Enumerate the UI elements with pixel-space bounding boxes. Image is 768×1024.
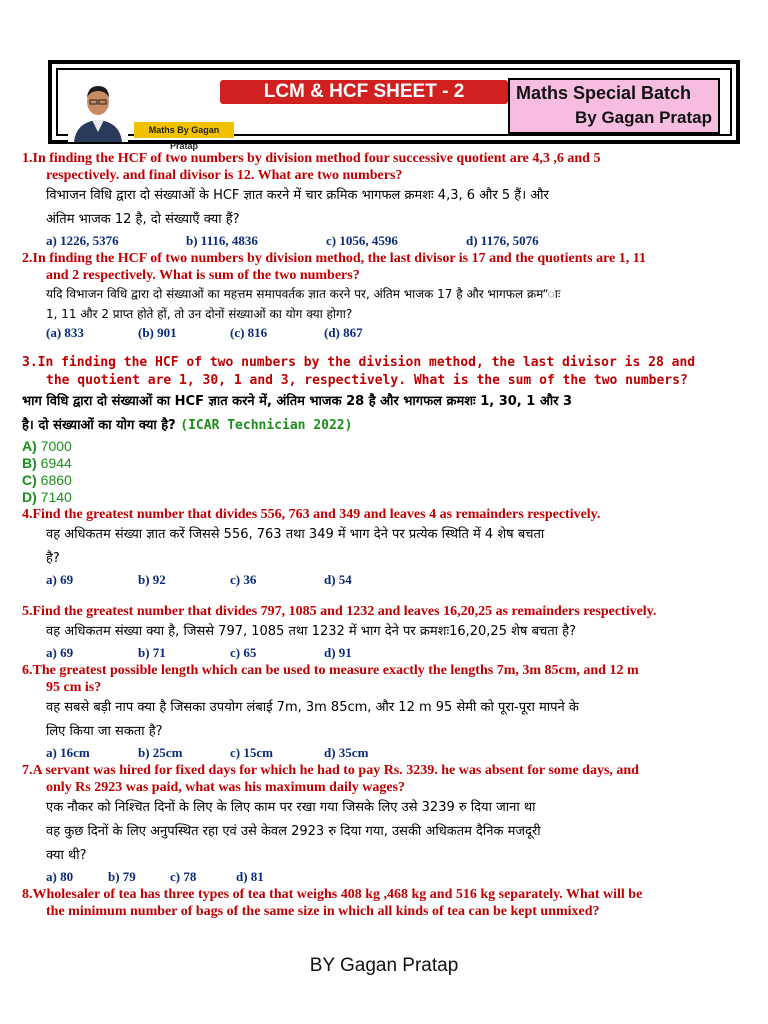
option: d) 81	[236, 869, 264, 884]
option: a) 69	[46, 572, 74, 587]
q3-english-line2: the quotient are 1, 30, 1 and 3, respectively. What is the sum of the two numbers?	[46, 373, 688, 388]
option: c) 65	[230, 645, 257, 660]
q2-hindi-line2: 1, 11 और 2 प्राप्त होते हों, तो उन दोनों संख्याओं का योग क्या होगा?	[46, 307, 353, 321]
question-list	[22, 150, 742, 920]
q8-english-line2: the minimum number of bags of the same size in which all kinds of tea can be kept unmixed?	[46, 904, 600, 919]
batch-title: Maths Special Batch	[516, 83, 692, 103]
q3-english-line1: 3.In finding the HCF of two numbers by the division method, the last divisor is 28 and	[22, 355, 696, 370]
q2-english-line2: and 2 respectively. What is sum of the two numbers?	[46, 268, 360, 283]
option: b) 1116, 4836	[186, 233, 258, 248]
q6-hindi-line2: लिए किया जा सकता है?	[46, 724, 163, 739]
q2-english-line1: 2.In finding the HCF of two numbers by division method, the last divisor is 17 and the quotients are 1, 11	[22, 251, 646, 266]
q6-options	[22, 744, 742, 762]
option: c) 15cm	[230, 745, 273, 760]
q3-hindi-text: है। दो संख्याओं का योग क्या है?	[22, 418, 176, 433]
option	[22, 489, 742, 506]
option: d) 54	[324, 572, 352, 587]
author-tag: Maths By Gagan Pratap	[134, 122, 234, 138]
option: d) 91	[324, 645, 352, 660]
q1-english-line1: 1.In finding the HCF of two numbers by division method four successive quotient are 4,3 ,6 and 5	[22, 151, 601, 166]
question-8	[22, 886, 742, 920]
option	[22, 438, 742, 455]
option-letter: C)	[22, 472, 37, 488]
q1-options	[22, 232, 742, 250]
q1-hindi-line2: अंतिम भाजक 12 है, दो संख्याएँ क्या हैं?	[46, 212, 240, 227]
q5-english-line1: 5.Find the greatest number that divides 797, 1085 and 1232 and leaves 16,20,25 as remainders respectively.	[22, 604, 657, 619]
option: c) 1056, 4596	[326, 233, 398, 248]
option: d) 35cm	[324, 745, 369, 760]
option-value: 7000	[40, 438, 72, 454]
header-inner-border	[56, 68, 732, 151]
option: a) 80	[46, 869, 74, 884]
option-value: 7140	[40, 489, 72, 505]
page-footer: BY Gagan Pratap	[309, 955, 459, 976]
question-4	[22, 506, 742, 589]
option: b) 25cm	[138, 745, 183, 760]
q6-english-line2: 95 cm is?	[46, 680, 102, 695]
author-photo	[68, 76, 128, 142]
option: (c) 816	[230, 325, 268, 340]
q4-hindi-line2: है?	[46, 551, 60, 566]
option: d) 1176, 5076	[466, 233, 539, 248]
q3-exam-tag: (ICAR Technician 2022)	[180, 418, 353, 433]
option	[22, 455, 742, 472]
q3-options	[22, 438, 742, 506]
q7-hindi-line2: वह कुछ दिनों के लिए अनुपस्थित रहा एवं उसे केवल 2923 रु दिया गया, उसकी अधिकतम दैनिक मजदूरी	[46, 824, 541, 839]
q4-english-line1: 4.Find the greatest number that divides 556, 763 and 349 and leaves 4 as remainders respectively.	[22, 507, 601, 522]
q5-hindi-line1: वह अधिकतम संख्या क्या है, जिससे 797, 1085 तथा 1232 में भाग देने पर क्रमशः16,20,25 शेष बचता है?	[46, 624, 576, 639]
q7-options	[22, 868, 742, 886]
q2-options	[22, 324, 742, 342]
question-5	[22, 603, 742, 662]
q1-english-line2: respectively. and final divisor is 12. What are two numbers?	[46, 168, 403, 183]
question-3	[22, 354, 742, 506]
q7-english-line1: 7.A servant was hired for fixed days for which he had to pay Rs. 3239. he was absent for some days, and	[22, 763, 639, 778]
option: c) 36	[230, 572, 257, 587]
option: a) 1226, 5376	[46, 233, 119, 248]
option	[22, 472, 742, 489]
question-6	[22, 662, 742, 762]
option-value: 6860	[40, 472, 72, 488]
option-letter: B)	[22, 455, 37, 471]
q8-english-line1: 8.Wholesaler of tea has three types of tea that weighs 408 kg ,468 kg and 516 kg separately. What will be	[22, 887, 643, 902]
q4-options	[22, 571, 742, 589]
sheet-header	[48, 60, 740, 151]
q2-hindi-line1: यदि विभाजन विधि द्वारा दो संख्याओं का महत्तम समापवर्तक ज्ञात करने पर, अंतिम भाजक 17 है और भागफल क्रम”ाः	[46, 287, 561, 301]
option-value: 6944	[40, 455, 72, 471]
q4-hindi-line1: वह अधिकतम संख्या ज्ञात करें जिससे 556, 763 तथा 349 में भाग देने पर प्रत्येक स्थिति में 4 शेष बचता	[46, 527, 545, 542]
q5-options	[22, 644, 742, 662]
q6-hindi-line1: वह सबसे बड़ी नाप क्या है जिसका उपयोग लंबाई 7m, 3m 85cm, और 12 m 95 सेमी को पूरा-पूरा मापने के	[46, 700, 579, 715]
q3-hindi-line2	[22, 414, 742, 438]
option-letter: D)	[22, 489, 37, 505]
option: b) 71	[138, 645, 166, 660]
option: a) 69	[46, 645, 74, 660]
q7-hindi-line1: एक नौकर को निश्चित दिनों के लिए के लिए काम पर रखा गया जिसके लिए उसे 3239 रु दिया जाना था	[46, 800, 536, 815]
option: (d) 867	[324, 325, 363, 340]
q7-hindi-line3: क्या थी?	[46, 848, 87, 863]
question-1	[22, 150, 742, 250]
sheet-title: LCM & HCF SHEET - 2	[220, 80, 508, 104]
question-7	[22, 762, 742, 886]
question-2	[22, 250, 742, 342]
option: a) 16cm	[46, 745, 90, 760]
q3-hindi-line1: भाग विधि द्वारा दो संख्याओं का HCF ज्ञात करने में, अंतिम भाजक 28 है और भागफल क्रमशः 1, 30, 1 और 3	[22, 394, 573, 409]
batch-author: By Gagan Pratap	[575, 108, 712, 127]
batch-box	[508, 78, 720, 134]
option-letter: A)	[22, 438, 37, 454]
option: (a) 833	[46, 325, 84, 340]
option: c) 78	[170, 869, 197, 884]
option: b) 92	[138, 572, 166, 587]
q7-english-line2: only Rs 2923 was paid, what was his maximum daily wages?	[46, 780, 405, 795]
option: (b) 901	[138, 325, 177, 340]
option: b) 79	[108, 869, 136, 884]
q1-hindi-line1: विभाजन विधि द्वारा दो संख्याओं के HCF ज्ञात करने में चार क्रमिक भागफल क्रमशः 4,3, 6 और 5 हैं। और	[46, 188, 549, 203]
q6-english-line1: 6.The greatest possible length which can be used to measure exactly the lengths 7m, 3m 85cm, and 12 m	[22, 663, 639, 678]
